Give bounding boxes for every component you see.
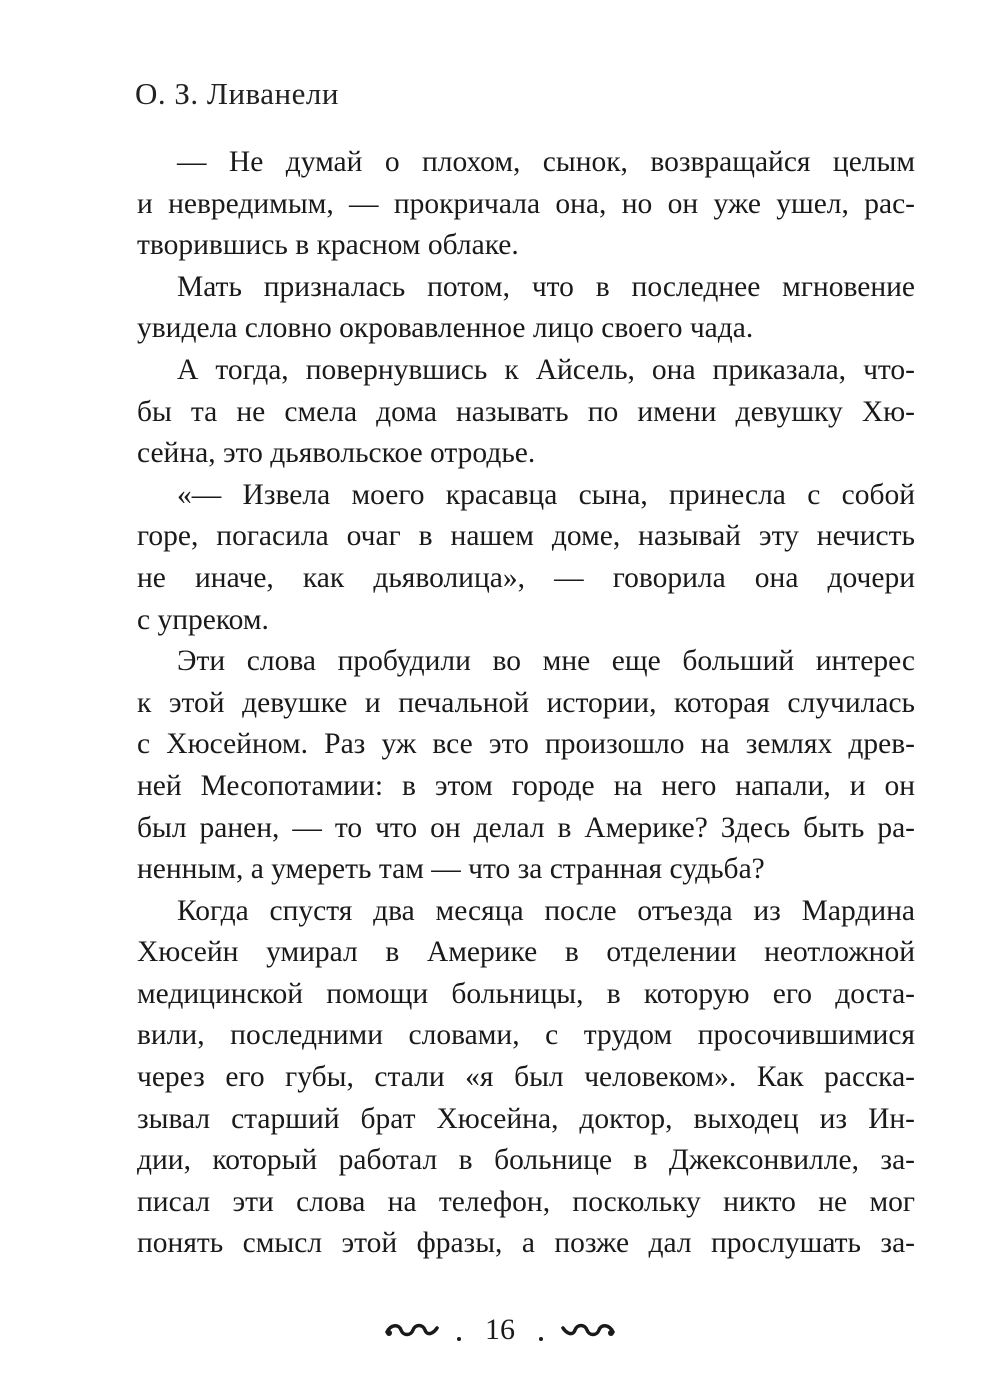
text-line: был ранен, — то что он делал в Америке? Здесь быть ра- <box>137 811 915 844</box>
text-line: А тогда, повернувшись к Айсель, она приказала, что- <box>177 353 915 386</box>
text-line: «— Извела моего красавца сына, принесла с собой <box>177 478 915 511</box>
text-line: медицинской помощи больницы, в которую его доста- <box>137 977 915 1010</box>
text-line: с Хюсейном. Раз уж все это произошло на землях древ- <box>137 728 915 761</box>
page-footer <box>0 1300 1000 1360</box>
text-line: горе, погасила очаг в нашем доме, называй эту нечисть <box>137 520 915 553</box>
right-flourish-icon <box>557 1318 617 1342</box>
text-line: Хюсейн умирал в Америке в отделении неотложной <box>137 936 915 969</box>
text-line: — Не думай о плохом, сынок, возвращайся целым <box>177 146 915 178</box>
left-flourish-icon <box>383 1318 443 1342</box>
body-text <box>137 142 915 1265</box>
text-line: увидела словно окровавленное лицо своего чада. <box>137 312 754 345</box>
folio-dot <box>539 1337 543 1341</box>
text-line: сейна, это дьявольское отродье. <box>137 437 536 470</box>
text-line: дии, который работал в больнице в Джексонвилле, за- <box>137 1144 915 1177</box>
text-line: с упреком. <box>137 603 269 636</box>
text-line: ненным, а умереть там — что за странная судьба? <box>137 853 765 886</box>
text-line: понять смысл этой фразы, а позже дал прослушать за- <box>137 1227 915 1260</box>
text-line: вили, последними словами, с трудом просочившимися <box>137 1019 915 1052</box>
text-line: Мать призналась потом, что в последнее мгновение <box>177 270 915 303</box>
text-line: творившись в красном облаке. <box>137 229 519 262</box>
text-line: к этой девушке и печальной истории, которая случилась <box>137 686 915 719</box>
text-line: через его губы, стали «я был человеком». Как расска- <box>137 1061 915 1094</box>
text-line: Эти слова пробудили во мне еще больший интерес <box>177 645 915 678</box>
text-line: писал эти слова на телефон, поскольку никто не мог <box>137 1185 915 1218</box>
folio-dot <box>457 1337 461 1341</box>
text-line: не иначе, как дьяволица», — говорила она дочери <box>137 561 915 594</box>
text-line: ней Месопотамии: в этом городе на него напали, и он <box>137 769 915 802</box>
text-line: бы та не смела дома называть по имени девушку Хю- <box>137 395 915 428</box>
page-number: 16 <box>485 1313 515 1346</box>
text-line: Когда спустя два месяца после отъезда из Мардина <box>177 894 915 927</box>
text-line: и невредимым, — прокричала она, но он уже ушел, рас- <box>137 187 915 220</box>
text-line: зывал старший брат Хюсейна, доктор, выходец из Ин- <box>137 1102 915 1135</box>
running-head: О. З. Ливанели <box>135 76 339 111</box>
